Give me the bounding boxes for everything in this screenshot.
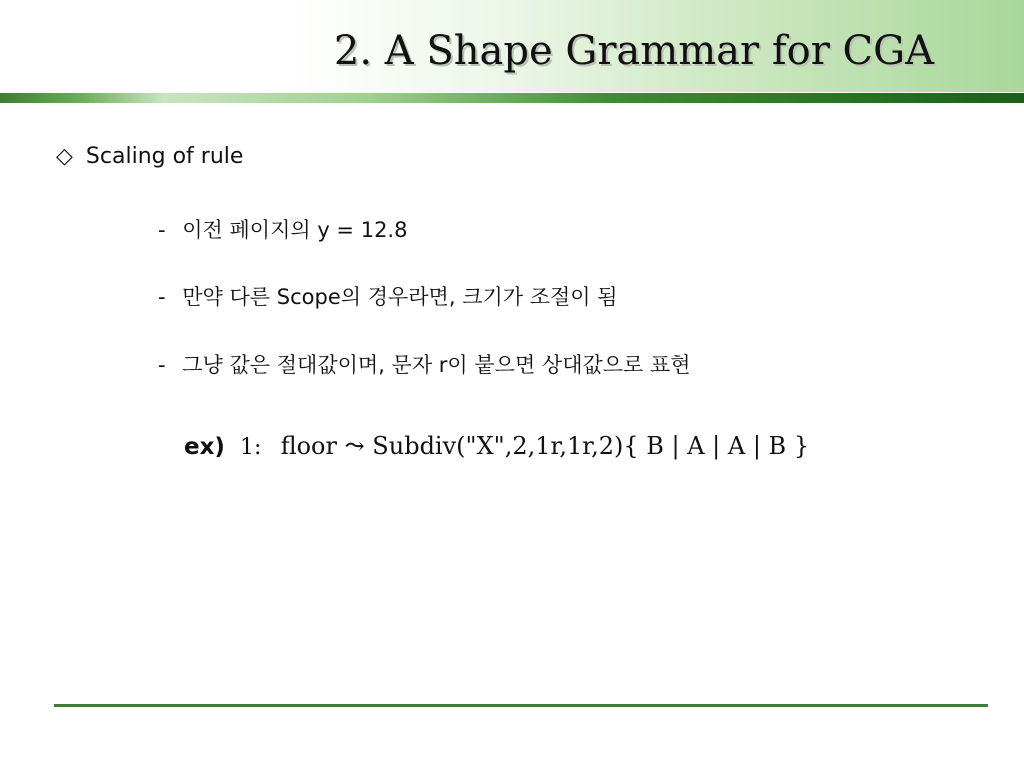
bullet-item <box>158 281 618 311</box>
section-heading <box>56 144 243 169</box>
dash-marker: - <box>158 353 166 377</box>
bullet-text: 만약 다른 Scope의 경우라면, 크기가 조절이 됨 <box>182 285 618 309</box>
title-band <box>0 0 1024 92</box>
rule-expression: floor ⤳ Subdiv("X",2,1r,1r,2){ B | A | A | B } <box>280 432 810 460</box>
section-heading-text: Scaling of rule <box>85 144 244 169</box>
diamond-bullet-icon: ◇ <box>56 144 73 169</box>
slide-title: 2. A Shape Grammar for CGA <box>333 28 934 74</box>
dash-marker: - <box>158 285 166 309</box>
bullet-item <box>158 214 407 244</box>
bullet-text: 그냥 값은 절대값이며, 문자 r이 붙으면 상대값으로 표현 <box>182 353 691 377</box>
dash-marker: - <box>158 218 166 242</box>
example-label: ex) <box>184 434 225 460</box>
bullet-item <box>158 349 691 379</box>
footer-divider <box>54 704 988 707</box>
bullet-text: 이전 페이지의 y = 12.8 <box>182 218 408 242</box>
example-rule <box>184 432 809 460</box>
rule-number: 1: <box>240 435 262 460</box>
title-divider <box>0 93 1024 103</box>
